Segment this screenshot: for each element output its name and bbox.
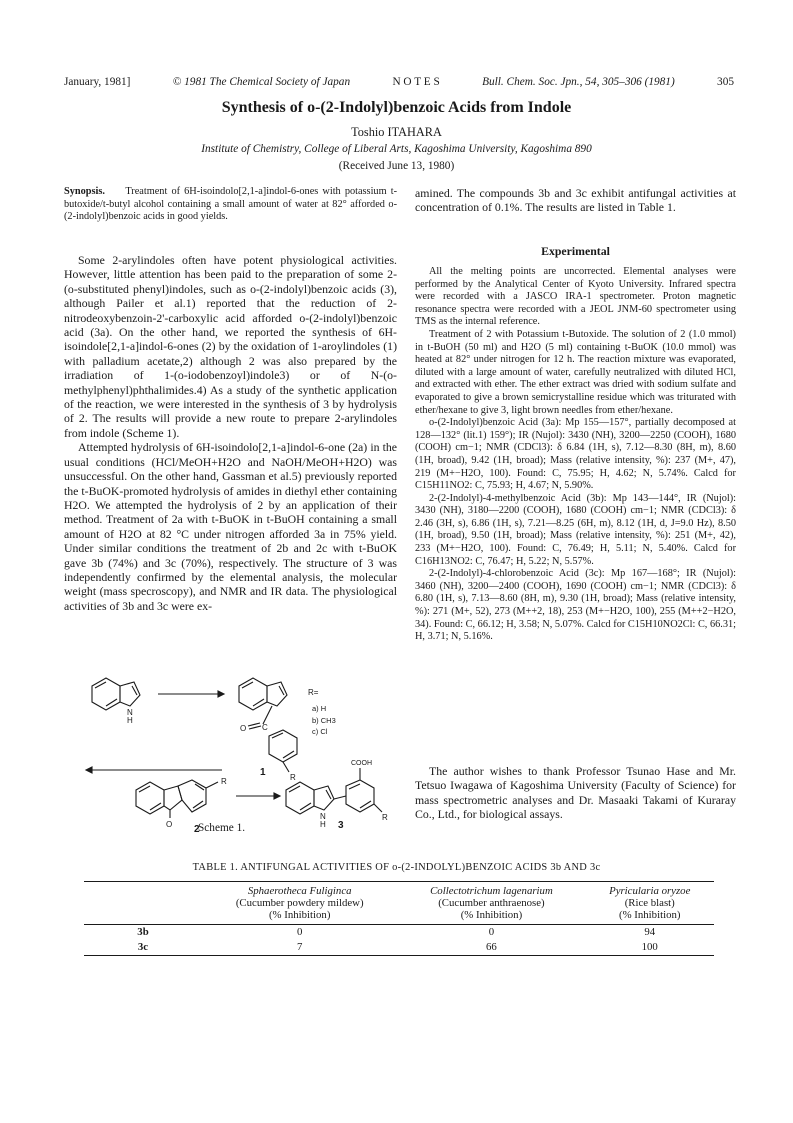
table-header-row <box>84 882 714 925</box>
synopsis-text: Treatment of 6H-isoindolo[2,1-a]indol-6-ones with potassium t-butoxide/t-butyl alcohol containing a small amount of water at 82° afforded o-(2-indolyl)benzoic acids in good yields. <box>64 186 397 223</box>
synopsis-label: Synopsis. <box>64 186 105 197</box>
article-author: Toshio ITAHARA <box>351 125 442 139</box>
header-journal: Bull. Chem. Soc. Jpn., 54, 305–306 (1981) <box>482 76 675 88</box>
intro-continuation: amined. The compounds 3b and 3c exhibit antifungal activities at concentration of 0.1%. The results are listed in Table 1. <box>415 186 736 215</box>
compound-1-label: 1 <box>260 767 266 778</box>
intro-paragraph-1: Some 2-arylindoles often have potent physiological activities. However, little attention has been paid to the preparation of some 2-(o-substituted phenyl)indoles, such as o-(2-indolyl)benzoic acids (3), although Pailer et al.1) reported that the reduction of 2-nitrodeoxybenzoin-2'-carboxylic acid afforded o-(2-indolyl)benzoic acid (3a). On the other hand, we reported the synthesis of 6H-isoindole[2,1-a]indol-6-ones (2) by the oxidation of 1-aroylindoles (1) with palladium acetate,2) although 2 was also prepared by the irradiation of 1-(o-iodobenzoyl)indole3) or of N-(o-methylphenyl)phthalimides.4) As a study of the synthetic application of the reaction, we were interested in the synthesis of 3 by hydrolysis of 2. The results will provide a new route to prepare 2-arylindoles from indole (Scheme 1). <box>64 253 397 440</box>
table-cell: 0 <box>488 925 495 938</box>
author-institution: Institute of Chemistry, College of Liberal Arts, Kagoshima University, Kagoshima 890 <box>201 143 592 155</box>
compound-2-r-label: R <box>221 777 227 786</box>
legend-c: c) Cl <box>312 727 328 736</box>
running-header <box>64 76 734 88</box>
col-2-unit: (% Inhibition) <box>460 909 523 922</box>
reaction-arrow-2-head <box>86 767 92 773</box>
col-1-organism: Sphaerotheca Fuliginca <box>247 885 352 897</box>
table-row <box>84 940 714 956</box>
row-compound: 3c <box>137 940 149 953</box>
scheme-caption: Scheme 1. <box>198 822 246 834</box>
legend-title: R= <box>308 688 319 697</box>
article-title: Synthesis of o-(2-Indolyl)benzoic Acids from Indole <box>221 99 572 116</box>
table-row <box>84 924 714 940</box>
compound-2-o-label: O <box>166 820 173 829</box>
intro-paragraph-2: Attempted hydrolysis of 6H-isoindolo[2,1-a]indol-6-one (2a) in the usual conditions (HCl/MeOH+H2O and NaOH/MeOH+H2O) was unsuccessful. On the other hand, Gassman et al.5) previously reported the t-BuOK-promoted hydrolysis of amides in diethyl ether containing H2O. We attempted the hydrolysis of 2 by an application of their method. Treatment of 2a with t-BuOK in t-BuOH containing a small amount of H2O at 82 °C under nitrogen afforded 3a in 75% yield. Under similar conditions the treatment of 2b and 2c with t-BuOK gave 3b (74%) and 3c (70%), respectively. The structure of 3 was independently confirmed by the elemental analysis, the molecular weight (mass specroscopy), and NMR and IR data. The physiological activities of 3b and 3c were ex- <box>64 440 397 613</box>
body-left-column <box>64 253 397 613</box>
table-cell: 100 <box>641 940 658 953</box>
reaction-arrow-3-head <box>274 793 280 799</box>
table-header-col-2 <box>397 882 585 925</box>
body-right-column <box>415 186 736 215</box>
row-compound: 3b <box>137 925 149 938</box>
table-cell: 66 <box>486 940 497 953</box>
received-date: (Received June 13, 1980) <box>338 160 455 172</box>
col-2-organism: Collectotrichum lagenarium <box>430 885 553 897</box>
compound-1-structure <box>239 678 297 782</box>
carbonyl-c-label: C <box>262 723 268 732</box>
indole-structure <box>92 678 140 725</box>
synopsis <box>64 186 397 224</box>
col-3-organism: Pyricularia oryzoe <box>609 885 691 897</box>
reaction-arrow-1-head <box>218 691 224 697</box>
table-header-blank <box>84 882 202 925</box>
header-date: January, 1981] <box>64 76 131 88</box>
header-section: N O T E S <box>392 76 440 88</box>
table-header-col-3 <box>585 882 714 925</box>
table-cell: 7 <box>296 940 303 953</box>
antifungal-table <box>84 881 714 956</box>
table-header-col-1 <box>202 882 397 925</box>
table-cell: 0 <box>296 925 303 938</box>
experimental-heading: Experimental <box>541 244 610 258</box>
col-3-host: (Rice blast) <box>624 897 675 910</box>
compound-3-label: 3 <box>338 820 344 831</box>
cooh-label: COOH <box>351 760 372 767</box>
compound-3c-data: 2-(2-Indolyl)-4-chlorobenzoic Acid (3c): Mp 167—168°; IR (Nujol): 3460 (NH), 3200—2400 (COOH), 1690 (COOH) cm−1; NMR (CDCl3): δ 6.80 (1H, s), 7.13—8.60 (8H, m), 9.30 (1H, broad); Mass (relative intensity, %): 271 (M+, 52), 273 (M++2, 18), 253 (M+−H2O, 100), 255 (M++2−H2O, 34). Found: C, 66.12; H, 3.58; N, 5.07%. Calcd for C15H10NO2Cl: C, 66.31; H, 3.71; N, 5.16%. <box>415 568 736 643</box>
indole-n-label: N <box>127 708 133 717</box>
experimental-section <box>415 266 736 644</box>
table-cell: 94 <box>644 925 656 938</box>
experimental-general: All the melting points are uncorrected. Elemental analyses were performed by the Analytical Center of Kyoto University. Infrared spectra were recorded with a JASCO IRA-1 spectrometer. Proton magnetic resonance spectra were recorded with a JEOL JNM-60 spectrometer using TMS as the internal reference. <box>415 266 736 328</box>
compound-3-structure <box>286 760 388 831</box>
compound-3-n-label: N <box>320 812 326 821</box>
indole-h-label: H <box>127 716 133 725</box>
acknowledgement-text: The author wishes to thank Professor Tsunao Hase and Mr. Tetsuo Iwagawa of Kagoshima University (Faculty of Science) for mass spectrometric analyses and Dr. Masaaki Takami of Kuraray Co., Ltd., for biological assays. <box>415 764 736 822</box>
experimental-procedure: Treatment of 2 with Potassium t-Butoxide. The solution of 2 (1.0 mmol) in t-BuOH (50 ml) and H2O (5 ml) containing t-BuOK (10.0 mmol) was heated at 82° under nitrogen for 12 h. The reaction mixture was evaporated, diluted with a large amount of water, carefully neutralized with diluted HCl, and extracted with ether. The ether extract was dried with sodium sulfate and evaporated to give a brown semicrystalline residue which was triturated with ether/hexane to give 3, light brown needles from ether/hexane. <box>415 328 736 416</box>
col-1-host: (Cucumber powdery mildew) <box>235 897 364 910</box>
r-substituent-label: R <box>290 773 296 782</box>
compound-3a-data: o-(2-Indolyl)benzoic Acid (3a): Mp 155—157°, partially decomposed at 128—132° (lit.1) 159°); IR (Nujol): 3430 (NH), 3200—2250 (COOH), 1680 (COOH) cm−1; NMR (CDCl3): δ 6.84 (1H, s), 7.12—8.30 (8H, m), 8.60 (1H, broad), 9.42 (1H, broad); Mass (relative intensity, %): 237 (M+, 47), 219 (M+−H2O, 100). Found: C, 75.95; H, 4.62; N, 5.74%. Calcd for C15H11NO2: C, 75.93; H, 4.67; N, 5.90%. <box>415 417 736 492</box>
header-copyright: © 1981 The Chemical Society of Japan <box>172 76 351 88</box>
substituent-legend <box>308 688 336 736</box>
scheme-1-diagram <box>64 668 404 838</box>
compound-2-label: 2 <box>194 824 200 835</box>
col-3-unit: (% Inhibition) <box>618 909 681 922</box>
col-1-unit: (% Inhibition) <box>268 909 331 922</box>
acknowledgement <box>415 764 736 822</box>
col-2-host: (Cucumber anthraenose) <box>438 897 545 910</box>
compound-3-h-label: H <box>320 820 326 829</box>
legend-b: b) CH3 <box>312 716 336 725</box>
carbonyl-o-label: O <box>240 724 247 733</box>
compound-3-r-label: R <box>382 813 388 822</box>
compound-3b-data: 2-(2-Indolyl)-4-methylbenzoic Acid (3b): Mp 143—144°, IR (Nujol): 3430 (NH), 3180—2200 (COOH), 1680 (COOH) cm−1; NMR (CDCl3): δ 2.46 (3H, s), 6.86 (1H, s), 7.21—8.25 (6H, m), 8.12 (1H, d, J=9.0 Hz), 8.50 (1H, broad), 9.50 (1H, broad); Mass (relative intensity, %): 251 (M+, 42), 233 (M+−H2O, 100). Found: C, 76.49; H, 5.11; N, 5.40%. Calcd for C16H13NO2: C, 76.47; H, 5.22; N, 5.57%. <box>415 492 736 567</box>
header-page-number: 305 <box>717 76 734 88</box>
legend-a: a) H <box>312 704 327 713</box>
table-caption: TABLE 1. ANTIFUNGAL ACTIVITIES OF o-(2-INDOLYL)BENZOIC ACIDS 3b AND 3c <box>192 862 601 873</box>
